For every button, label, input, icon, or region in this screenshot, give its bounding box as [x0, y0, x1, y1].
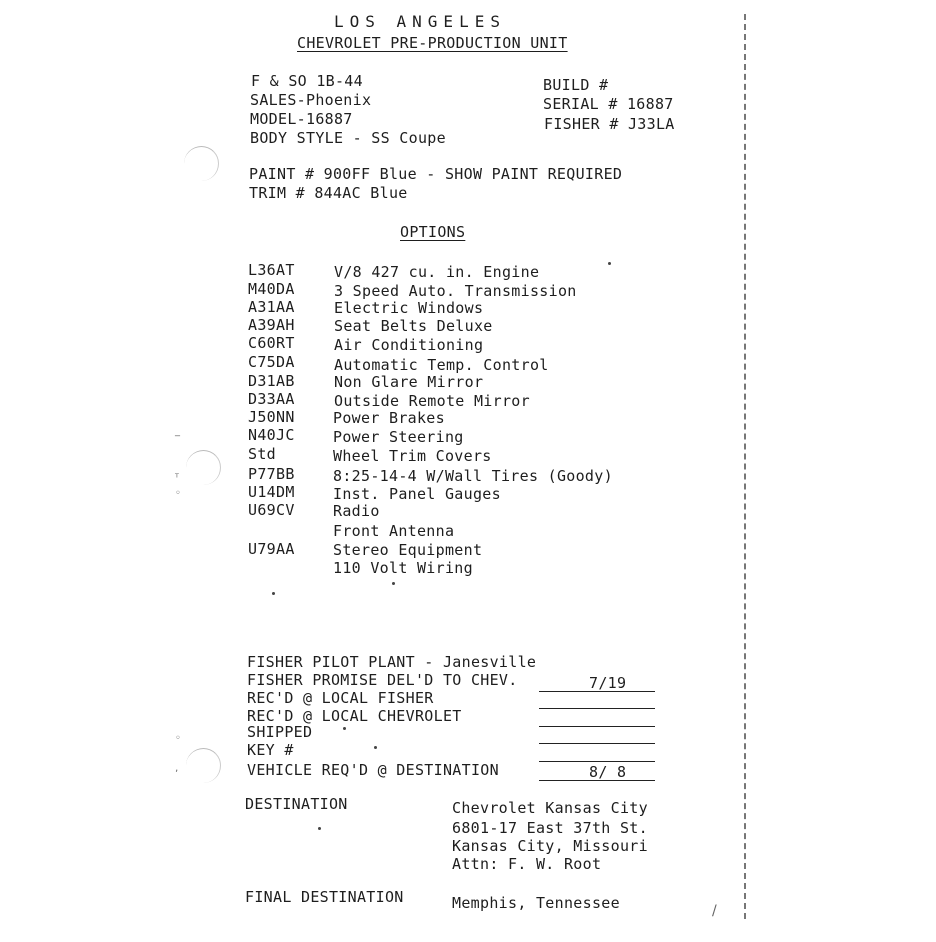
margin-mark: / [712, 903, 717, 919]
option-code: J50NN [248, 408, 295, 426]
option-code: D31AB [248, 372, 295, 390]
promise-date-line [539, 691, 655, 692]
option-desc: Radio [333, 502, 380, 520]
option-desc: Wheel Trim Covers [333, 447, 492, 465]
option-desc: 8:25-14-4 W/Wall Tires (Goody) [333, 467, 613, 485]
option-desc: Power Brakes [333, 409, 445, 427]
sales-region: SALES-Phoenix [250, 91, 372, 109]
destination-line3: Kansas City, Missouri [452, 837, 648, 855]
margin-mark: ◦ [175, 733, 181, 744]
final-destination-label: FINAL DESTINATION [245, 888, 404, 906]
punch-hole-top [184, 146, 219, 181]
option-desc: Seat Belts Deluxe [334, 317, 493, 335]
option-code: Std [248, 445, 276, 463]
local-fisher-line [539, 708, 655, 709]
header-city: LOS ANGELES [334, 12, 506, 31]
shipped-label: SHIPPED [247, 723, 313, 741]
option-code: M40DA [248, 280, 295, 298]
margin-mark: ‚ [175, 763, 179, 774]
option-code: D33AA [248, 390, 295, 408]
option-code: C60RT [248, 334, 295, 352]
key-line [539, 761, 655, 762]
option-desc: Automatic Temp. Control [334, 356, 549, 374]
local-fisher-label: REC'D @ LOCAL FISHER [247, 689, 434, 707]
option-code: P77BB [248, 465, 295, 483]
header-unit: CHEVROLET PRE-PRODUCTION UNIT [297, 34, 568, 52]
option-desc: Stereo Equipment [333, 541, 483, 559]
option-desc: Non Glare Mirror [334, 373, 484, 391]
option-desc: 3 Speed Auto. Transmission [334, 282, 577, 300]
option-desc: Air Conditioning [334, 336, 484, 354]
destination-label: DESTINATION [245, 795, 348, 813]
margin-mark: ‾ [175, 435, 180, 446]
local-chevrolet-line [539, 726, 655, 727]
option-code: U69CV [248, 501, 295, 519]
stray-mark [343, 727, 346, 730]
key-label: KEY # [247, 741, 294, 759]
margin-mark: ᵀ [175, 473, 179, 484]
body-style: BODY STYLE - SS Coupe [250, 129, 446, 147]
trim-code: TRIM # 844AC Blue [249, 184, 408, 202]
option-code: C75DA [248, 353, 295, 371]
option-desc: Front Antenna [333, 522, 455, 540]
model-number: MODEL-16887 [250, 110, 353, 128]
build-number: BUILD # [543, 76, 609, 94]
margin-mark: ◦ [175, 488, 181, 499]
option-desc: Outside Remote Mirror [334, 392, 530, 410]
stray-mark [392, 582, 395, 585]
option-desc: Power Steering [333, 428, 464, 446]
option-desc: V/8 427 cu. in. Engine [334, 263, 540, 281]
fisher-pilot-plant: FISHER PILOT PLANT - Janesville [247, 653, 537, 671]
shipped-line [539, 743, 655, 744]
option-code: U14DM [248, 483, 295, 501]
options-title: OPTIONS [400, 223, 466, 241]
option-code: N40JC [248, 426, 295, 444]
punch-hole-bottom [186, 748, 221, 783]
option-code: L36AT [248, 261, 295, 279]
destination-line2: 6801-17 East 37th St. [452, 819, 648, 837]
punch-hole-middle [186, 450, 221, 485]
stray-mark [608, 262, 611, 265]
stray-mark [272, 592, 275, 595]
stray-mark [318, 827, 321, 830]
vehicle-reqd-line [539, 780, 655, 781]
fisher-promise-label: FISHER PROMISE DEL'D TO CHEV. [247, 671, 518, 689]
destination-line1: Chevrolet Kansas City [452, 799, 648, 817]
fisher-number: FISHER # J33LA [544, 115, 675, 133]
option-code: A31AA [248, 298, 295, 316]
stray-mark [374, 746, 377, 749]
option-desc: Inst. Panel Gauges [333, 485, 501, 503]
page-edge-line [744, 14, 746, 919]
paint-code: PAINT # 900FF Blue - SHOW PAINT REQUIRED [249, 165, 623, 183]
final-destination-value: Memphis, Tennessee [452, 894, 620, 912]
local-chevrolet-label: REC'D @ LOCAL CHEVROLET [247, 707, 462, 725]
option-desc: Electric Windows [334, 299, 484, 317]
serial-number: SERIAL # 16887 [543, 95, 674, 113]
fisher-promise-date: 7/19 [589, 674, 627, 692]
option-code: A39AH [248, 316, 295, 334]
vehicle-reqd-label: VEHICLE REQ'D @ DESTINATION [247, 761, 499, 779]
option-desc: 110 Volt Wiring [333, 559, 473, 577]
vehicle-reqd-date: 8/ 8 [589, 763, 627, 781]
option-code: U79AA [248, 540, 295, 558]
destination-line4: Attn: F. W. Root [452, 855, 602, 873]
fso-number: F & SO 1B-44 [251, 72, 363, 90]
